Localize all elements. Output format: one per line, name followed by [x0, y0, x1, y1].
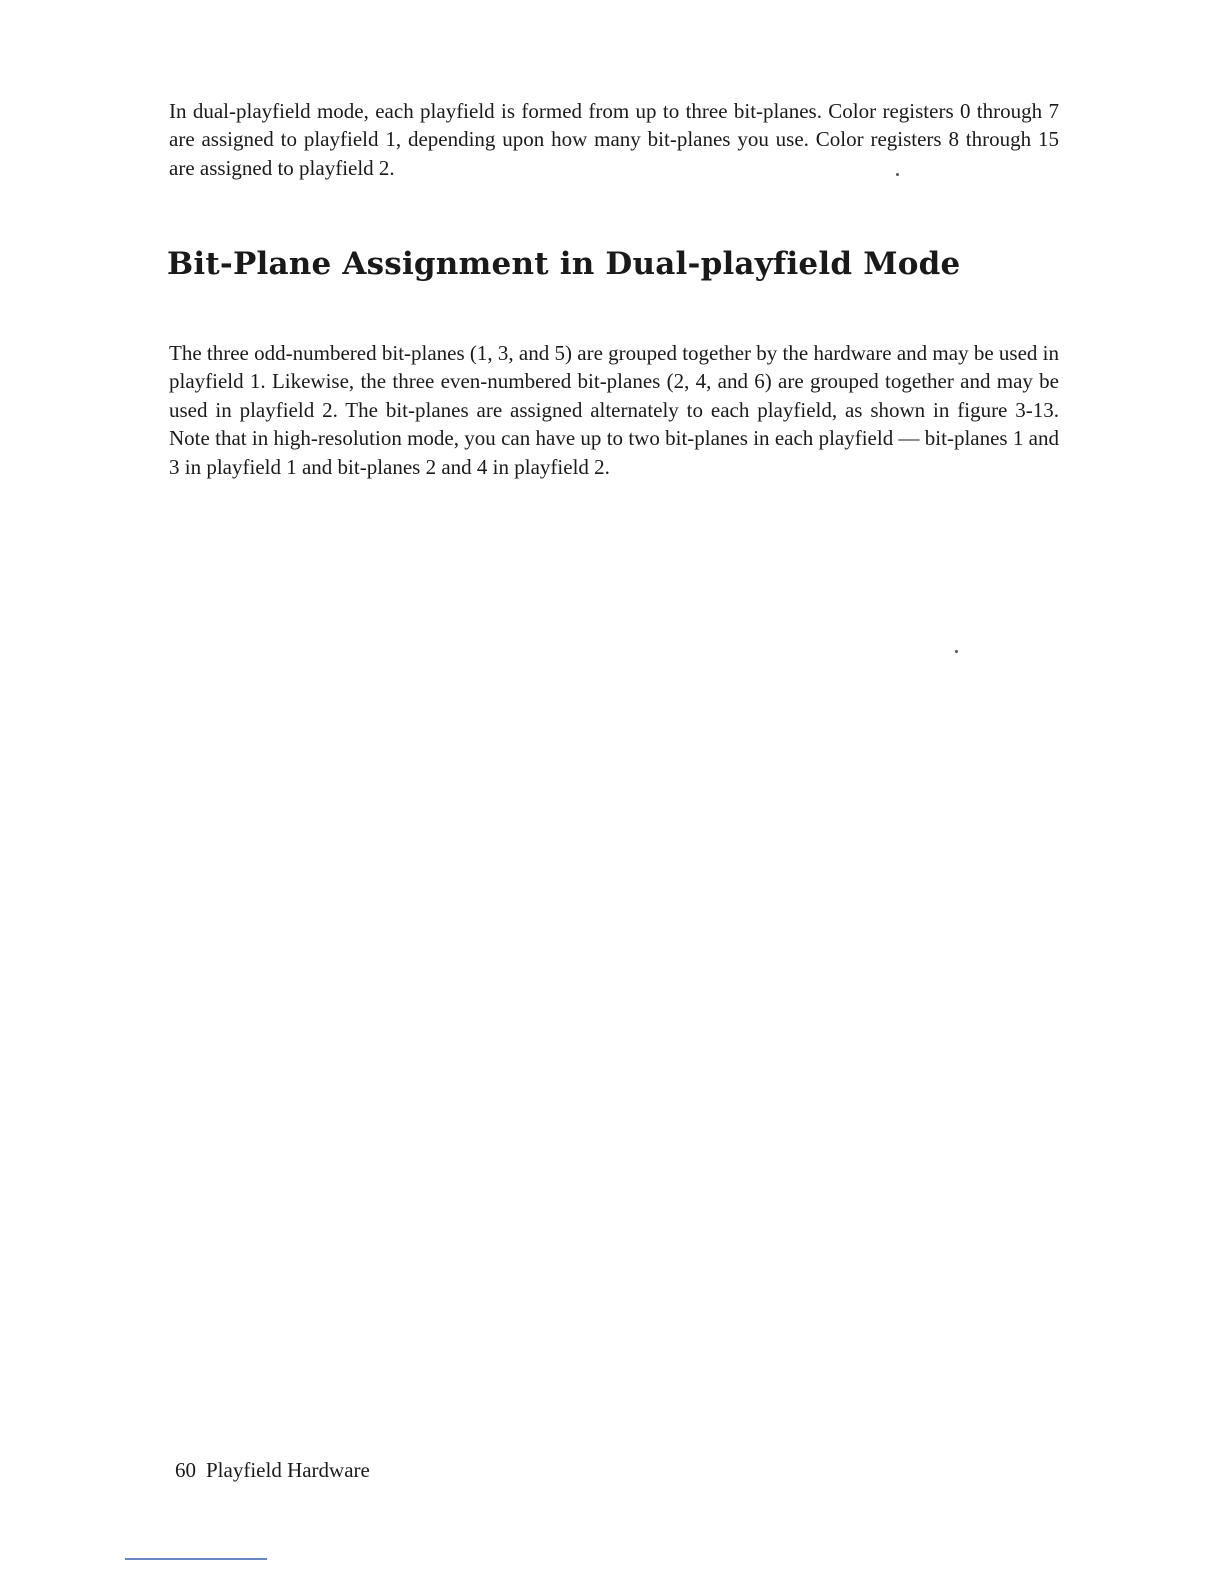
section-heading: Bit-Plane Assignment in Dual-playfield Mode [167, 246, 961, 282]
running-title: Playfield Hardware [206, 1458, 370, 1482]
page-number: 60 [175, 1458, 196, 1482]
page-footer [175, 1456, 370, 1484]
section-paragraph: The three odd-numbered bit-planes (1, 3, and 5) are grouped together by the hardware and may be used in playfield 1. Likewise, the three even-numbered bit-planes (2, 4, and 6) are grouped together and may be used in playfield 2. The bit-planes are assigned alternately to each playfield, as shown in figure 3-13. Note that in high-resolution mode, you can have up to two bit-planes in each playfield — bit-planes 1 and 3 in playfield 1 and bit-planes 2 and 4 in playfield 2. [169, 341, 1059, 479]
scan-speck [896, 173, 899, 176]
scan-speck [955, 650, 958, 653]
intro-paragraph: In dual-playfield mode, each playfield is formed from up to three bit-planes. Color registers 0 through 7 are assigned to playfield 1, depending upon how many bit-planes you use. Color registers 8 through 15 are assigned to playfield 2. [169, 99, 1059, 180]
bottom-rule [125, 1558, 267, 1560]
